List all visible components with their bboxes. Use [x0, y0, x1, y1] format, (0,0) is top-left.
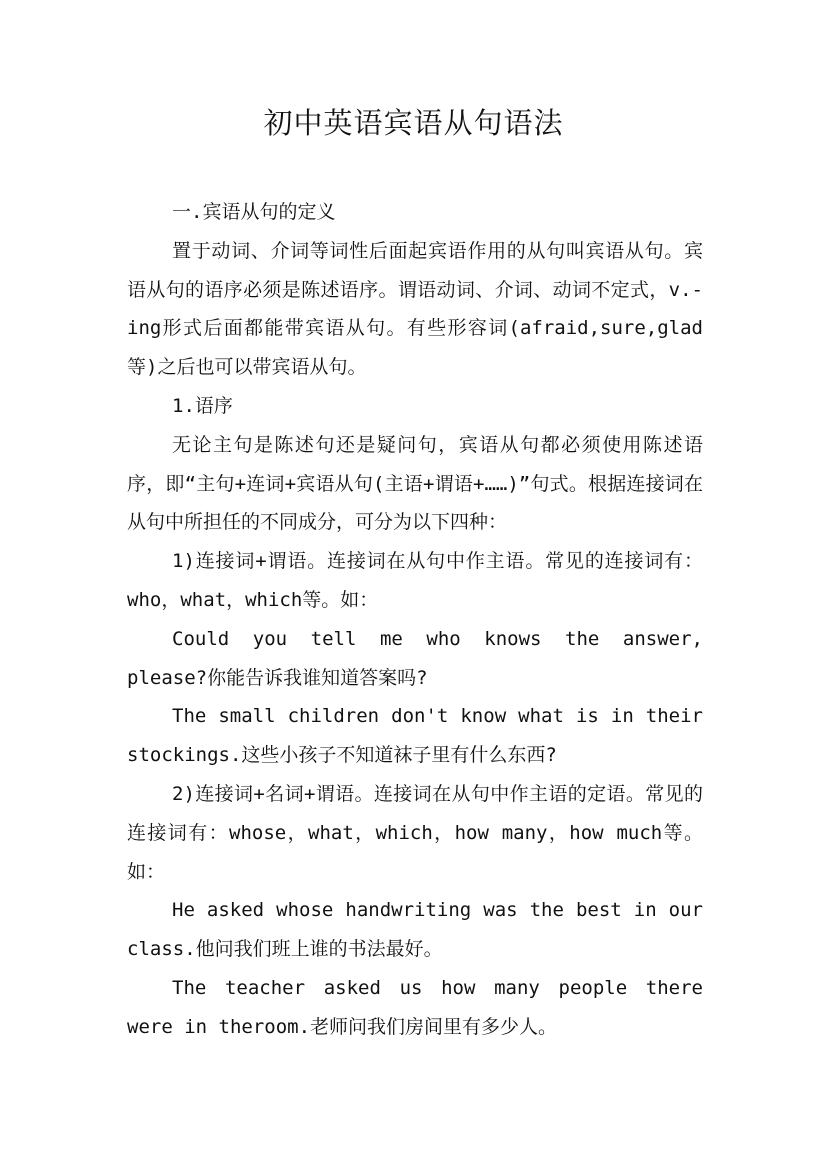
- paragraph-type-1: 1)连接词+谓语。连接词在从句中作主语。常见的连接词有： who，what，which等。如：: [127, 550, 703, 611]
- example-sentence-1: Could you tell me who knows the answer, please?你能告诉我谁知道答案吗?: [127, 627, 703, 689]
- example-sentence-3: He asked whose handwriting was the best in our class.他问我们班上谁的书法最好。: [127, 899, 703, 961]
- example-sentence-2: The small children don't know what is in their stockings.这些小孩子不知道袜子里有什么东西?: [127, 705, 703, 767]
- example-sentence-4: The teacher asked us how many people there were in theroom.老师问我们房间里有多少人。: [127, 976, 703, 1038]
- section-heading-definition: 一.宾语从句的定义: [172, 201, 336, 223]
- document-title: 初中英语宾语从句语法: [263, 106, 564, 140]
- paragraph-word-order: 无论主句是陈述句还是疑问句，宾语从句都必须使用陈述语序，即“主句+连词+宾语从句(主语+谓语+……)”句式。根据连接词在从句中所担任的不同成分，可分为以下四种：: [127, 433, 703, 534]
- paragraph-definition: 置于动词、介词等词性后面起宾语作用的从句叫宾语从句。宾语从句的语序必须是陈述语序。谓语动词、介词、动词不定式，v.-ing形式后面都能带宾语从句。有些形容词(afraid,sure,glad等)之后也可以带宾语从句。: [127, 239, 703, 379]
- paragraph-type-2: 2)连接词+名词+谓语。连接词在从句中作主语的定语。常见的连接词有：whose，what，which，how many，how much等。如：: [127, 782, 703, 883]
- document-body: [127, 193, 703, 1047]
- section-heading-word-order: 1.语序: [172, 394, 233, 417]
